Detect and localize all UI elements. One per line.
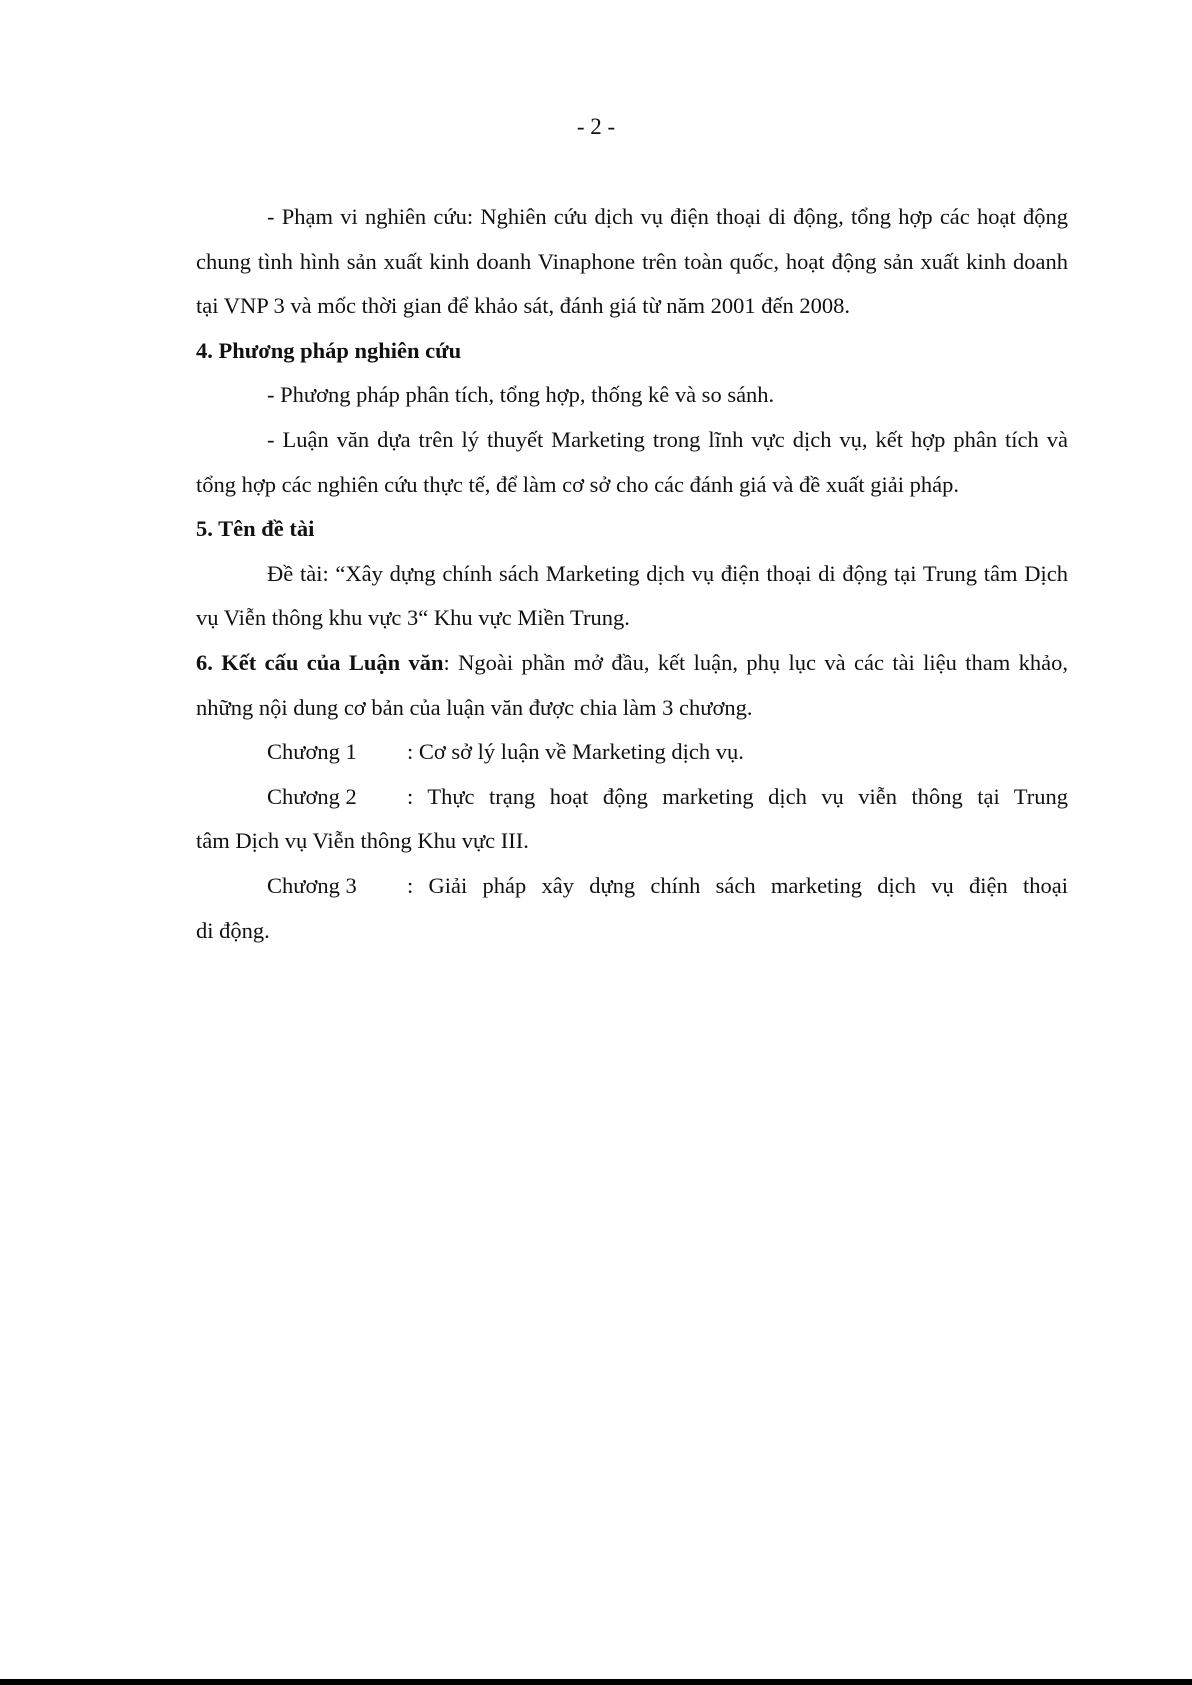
chapter-1-text: : Cơ sở lý luận về Marketing dịch vụ. [407,739,744,765]
chapter-1-label: Chương 1 [267,739,357,765]
section-4-item-2: - Luận văn dựa trên lý thuyết Marketing trong lĩnh vực dịch vụ, kết hợp phân tích và tổng hợp các nghiên cứu thực tế, để làm cơ sở cho các đánh giá và đề xuất giải pháp. [196,426,1068,497]
chapter-3-text: : Giải pháp xây dựng chính sách marketing dịch vụ điện thoại [407,872,1068,898]
chapter-3-label: Chương 3 [267,872,357,898]
chapter-2-continuation: tâm Dịch vụ Viễn thông Khu vực III. [196,828,529,854]
chapter-2-label: Chương 2 [267,783,357,809]
section-6-text: : Ngoài phần mở đầu, kết luận, phụ lục và các tài liệu tham khảo, những nội dung cơ bản của luận văn được chia làm 3 chương. [196,649,1068,720]
scope-paragraph: - Phạm vi nghiên cứu: Nghiên cứu dịch vụ điện thoại di động, tổng hợp các hoạt động chung tình hình sản xuất kinh doanh Vinaphone trên toàn quốc, hoạt động sản xuất kinh doanh tại VNP 3 và mốc thời gian để khảo sát, đánh giá từ năm 2001 đến 2008. [196,204,1068,319]
document-body [196,195,1068,953]
chapter-2-line [196,775,1068,820]
chapter-3-continuation: di động. [196,917,270,943]
section-6-heading: 6. Kết cấu của Luận văn [196,649,444,675]
chapter-2-text: : Thực trạng hoạt động marketing dịch vụ viễn thông tại Trung [407,783,1068,809]
section-4-item-1: - Phương pháp phân tích, tổng hợp, thống kê và so sánh. [267,382,775,408]
section-4-heading: 4. Phương pháp nghiên cứu [196,337,462,363]
section-6-paragraph [196,641,1068,730]
page-number: - 2 - [576,114,616,139]
chapter-1-line [196,730,1068,775]
section-5-text: Đề tài: “Xây dựng chính sách Marketing dịch vụ điện thoại di động tại Trung tâm Dịch vụ Viễn thông khu vực 3“ Khu vực Miền Trung. [196,560,1068,631]
section-5-heading: 5. Tên đề tài [196,516,315,542]
page-bottom-edge [0,1679,1192,1685]
chapter-3-line [196,864,1068,909]
